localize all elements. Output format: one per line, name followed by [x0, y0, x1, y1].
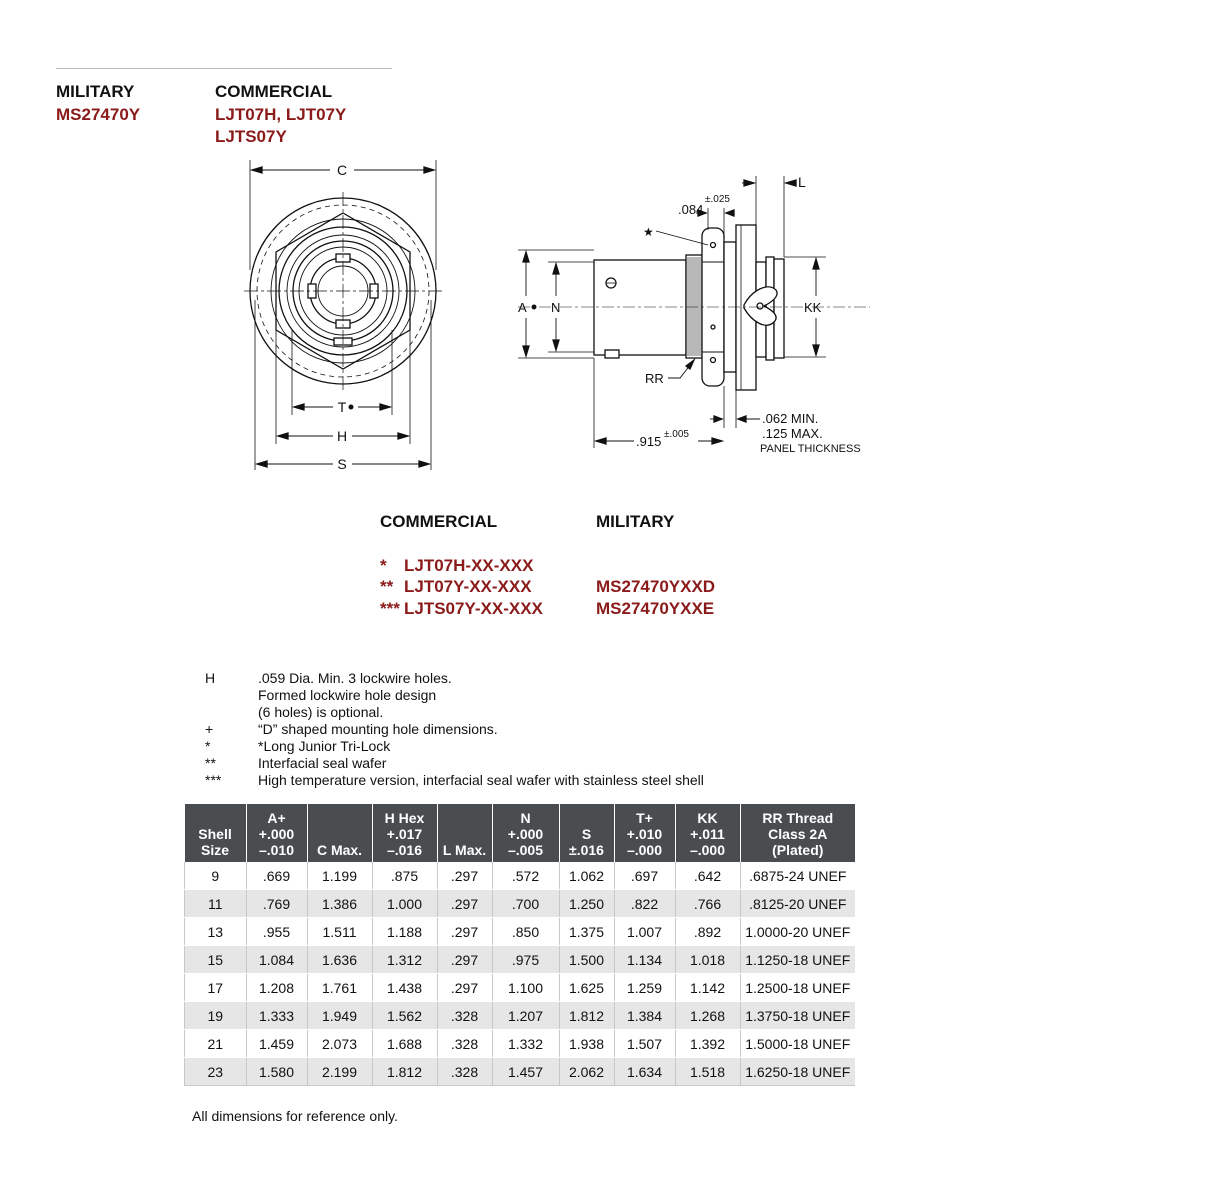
table-cell: 1.062 — [559, 862, 614, 890]
column-header-line: +.000 — [507, 826, 544, 842]
table-cell: 1.100 — [492, 974, 559, 1002]
column-header-line: C Max. — [316, 842, 363, 858]
pn-military: MS27470YXXD — [596, 577, 716, 596]
pn-row — [380, 577, 532, 597]
table-cell: .297 — [437, 974, 492, 1002]
column-header-line: S — [581, 826, 592, 842]
table-cell: 19 — [185, 1002, 247, 1030]
table-cell: 2.199 — [307, 1058, 372, 1086]
table-cell: .955 — [246, 918, 307, 946]
table-cell: 23 — [185, 1058, 247, 1086]
column-header-line: –.010 — [258, 842, 295, 858]
dim-tol-025: ±.025 — [705, 194, 730, 205]
pn-prefix: *** — [380, 599, 400, 618]
pn-commercial-header: COMMERCIAL — [380, 512, 498, 531]
table-cell: 17 — [185, 974, 247, 1002]
table-cell: 1.580 — [246, 1058, 307, 1086]
table-cell: .669 — [246, 862, 307, 890]
star-icon: ★ — [643, 225, 654, 239]
dim-label-l: L — [798, 174, 806, 190]
commercial-part: LJT07H, LJT07Y — [215, 105, 347, 124]
column-header-line: N — [520, 810, 531, 826]
table-cell: 1.250 — [559, 890, 614, 918]
table-cell: 1.1250-18 UNEF — [740, 946, 855, 974]
dim-label-s: S — [337, 456, 347, 472]
note-text: *Long Junior Tri-Lock — [258, 738, 391, 754]
table-cell: 15 — [185, 946, 247, 974]
table-cell: 1.812 — [559, 1002, 614, 1030]
column-header-line: KK — [697, 810, 718, 826]
table-cell: .769 — [246, 890, 307, 918]
table-cell: .297 — [437, 890, 492, 918]
table-cell: 1.3750-18 UNEF — [740, 1002, 855, 1030]
dim-label-c: C — [336, 162, 348, 178]
table-cell: .697 — [614, 862, 675, 890]
table-cell: .572 — [492, 862, 559, 890]
table-cell: 1.518 — [675, 1058, 740, 1086]
table-cell: 1.5000-18 UNEF — [740, 1030, 855, 1058]
column-header — [675, 804, 740, 862]
table-cell: 1.386 — [307, 890, 372, 918]
table-cell: 1.007 — [614, 918, 675, 946]
note-text: Interfacial seal wafer — [258, 755, 387, 771]
dim-tol-005: ±.005 — [664, 429, 689, 440]
table-row — [185, 918, 856, 946]
pn-prefix: ** — [380, 577, 394, 596]
table-cell: .8125-20 UNEF — [740, 890, 855, 918]
column-header — [246, 804, 307, 862]
table-cell: .328 — [437, 1058, 492, 1086]
table-cell: 1.636 — [307, 946, 372, 974]
dim-label-915: .915 — [636, 434, 662, 449]
table-cell: 9 — [185, 862, 247, 890]
military-part: MS27470Y — [56, 105, 141, 124]
table-row — [185, 946, 856, 974]
table-cell: 1.507 — [614, 1030, 675, 1058]
table-cell: 1.384 — [614, 1002, 675, 1030]
table-cell: 1.0000-20 UNEF — [740, 918, 855, 946]
table-cell: 1.562 — [372, 1002, 437, 1030]
table-cell: .975 — [492, 946, 559, 974]
table-row — [185, 862, 856, 890]
table-row — [185, 890, 856, 918]
column-header-line: +.010 — [626, 826, 663, 842]
table-cell: 1.312 — [372, 946, 437, 974]
table-cell: 1.018 — [675, 946, 740, 974]
table-cell: 1.459 — [246, 1030, 307, 1058]
column-header-line: H Hex — [384, 810, 425, 826]
pn-military-header: MILITARY — [596, 512, 675, 531]
table-row — [185, 1058, 856, 1086]
column-header — [492, 804, 559, 862]
note-mark: * — [205, 738, 211, 754]
table-cell: 1.812 — [372, 1058, 437, 1086]
column-header-line: –.000 — [689, 842, 726, 858]
commercial-part-list — [215, 104, 346, 148]
table-cell: .892 — [675, 918, 740, 946]
table-cell: 1.761 — [307, 974, 372, 1002]
column-header-line: A+ — [267, 810, 286, 826]
table-cell: 1.134 — [614, 946, 675, 974]
note-text: .059 Dia. Min. 3 lockwire holes. — [258, 670, 452, 686]
table-cell: .766 — [675, 890, 740, 918]
column-header — [372, 804, 437, 862]
table-cell: .822 — [614, 890, 675, 918]
table-row — [185, 1002, 856, 1030]
table-cell: .6875-24 UNEF — [740, 862, 855, 890]
header-rule — [56, 68, 392, 69]
pn-prefix: * — [380, 556, 387, 575]
table-cell: 1.938 — [559, 1030, 614, 1058]
table-cell: .642 — [675, 862, 740, 890]
column-header-line: +.000 — [258, 826, 295, 842]
column-header-line: +.017 — [386, 826, 423, 842]
table-cell: 1.625 — [559, 974, 614, 1002]
table-cell: 1.188 — [372, 918, 437, 946]
table-cell: 1.2500-18 UNEF — [740, 974, 855, 1002]
dim-label-kk: KK — [804, 300, 822, 315]
column-header-line: +.011 — [690, 826, 725, 842]
table-header-row — [185, 804, 856, 862]
dim-label-h: H — [336, 428, 348, 444]
column-header-line: –.005 — [507, 842, 544, 858]
table-cell: 1.6250-18 UNEF — [740, 1058, 855, 1086]
table-cell: 1.000 — [372, 890, 437, 918]
table-cell: 1.634 — [614, 1058, 675, 1086]
table-cell: .297 — [437, 918, 492, 946]
table-cell: .875 — [372, 862, 437, 890]
dim-label-a: A — [518, 300, 527, 315]
column-header — [185, 804, 247, 862]
side-view-drawing — [510, 170, 880, 460]
note-mark: H — [205, 670, 216, 686]
column-header-line: –.016 — [386, 842, 423, 858]
panel-min: .062 MIN. — [762, 411, 819, 426]
pn-commercial: LJT07H-XX-XXX — [404, 556, 534, 575]
table-cell: 1.208 — [246, 974, 307, 1002]
commercial-header: COMMERCIAL — [215, 82, 333, 101]
table-cell: 13 — [185, 918, 247, 946]
column-header-line: L Max. — [442, 842, 487, 858]
table-row — [185, 1030, 856, 1058]
column-header-line: T+ — [636, 810, 653, 826]
table-cell: 1.259 — [614, 974, 675, 1002]
table-cell: 2.073 — [307, 1030, 372, 1058]
pn-row — [380, 556, 533, 576]
column-header — [437, 804, 492, 862]
note-text: (6 holes) is optional. — [258, 704, 384, 720]
table-cell: 1.333 — [246, 1002, 307, 1030]
column-header-line: –.000 — [626, 842, 663, 858]
panel-max: .125 MAX. — [762, 426, 823, 441]
column-header-line: RR Thread — [762, 810, 834, 826]
pn-military: MS27470YXXE — [596, 599, 715, 618]
dim-label-rr: RR — [645, 371, 664, 386]
column-header — [614, 804, 675, 862]
table-cell: 1.332 — [492, 1030, 559, 1058]
pn-commercial: LJTS07Y-XX-XXX — [404, 599, 543, 618]
column-header-line: ±.016 — [569, 842, 604, 858]
note-text: “D” shaped mounting hole dimensions. — [258, 721, 498, 737]
column-header — [740, 804, 855, 862]
front-view-drawing — [240, 155, 450, 480]
table-row — [185, 974, 856, 1002]
table-body — [185, 862, 856, 1086]
table-cell: 1.949 — [307, 1002, 372, 1030]
military-part-list — [56, 104, 140, 126]
column-header-line: Size — [200, 842, 229, 858]
table-cell: 1.207 — [492, 1002, 559, 1030]
column-header — [307, 804, 372, 862]
note-mark: *** — [205, 772, 222, 788]
table-cell: 1.084 — [246, 946, 307, 974]
table-cell: 11 — [185, 890, 247, 918]
table-cell: 1.268 — [675, 1002, 740, 1030]
table-cell: .297 — [437, 946, 492, 974]
dim-label-t: T — [337, 399, 347, 415]
note-mark: + — [205, 721, 214, 737]
pn-commercial: LJT07Y-XX-XXX — [404, 577, 532, 596]
table-cell: .700 — [492, 890, 559, 918]
table-cell: 1.375 — [559, 918, 614, 946]
military-header: MILITARY — [56, 82, 135, 101]
pn-row — [380, 599, 543, 619]
note-mark: ** — [205, 755, 216, 771]
note-text: High temperature version, interfacial seal wafer with stainless steel shell — [258, 772, 704, 788]
table-cell: .297 — [437, 862, 492, 890]
column-header-line: Shell — [198, 826, 232, 842]
column-header — [559, 804, 614, 862]
table-cell: 1.500 — [559, 946, 614, 974]
table-cell: 1.511 — [307, 918, 372, 946]
table-cell: 1.199 — [307, 862, 372, 890]
footer-note: All dimensions for reference only. — [192, 1108, 398, 1124]
column-header-line: Class 2A (Plated) — [768, 826, 828, 858]
table-cell: 1.457 — [492, 1058, 559, 1086]
dim-label-n: N — [551, 300, 561, 315]
table-cell: .328 — [437, 1002, 492, 1030]
note-text: Formed lockwire hole design — [258, 687, 437, 703]
table-cell: 1.438 — [372, 974, 437, 1002]
table-cell: 1.142 — [675, 974, 740, 1002]
table-cell: .328 — [437, 1030, 492, 1058]
table-cell: 21 — [185, 1030, 247, 1058]
commercial-part: LJTS07Y — [215, 127, 287, 146]
panel-thickness-label: PANEL THICKNESS — [760, 443, 861, 455]
table-cell: .850 — [492, 918, 559, 946]
table-cell: 2.062 — [559, 1058, 614, 1086]
dim-label-084: .084 — [678, 202, 704, 217]
dimensions-table — [184, 804, 855, 1086]
table-cell: 1.392 — [675, 1030, 740, 1058]
table-cell: 1.688 — [372, 1030, 437, 1058]
